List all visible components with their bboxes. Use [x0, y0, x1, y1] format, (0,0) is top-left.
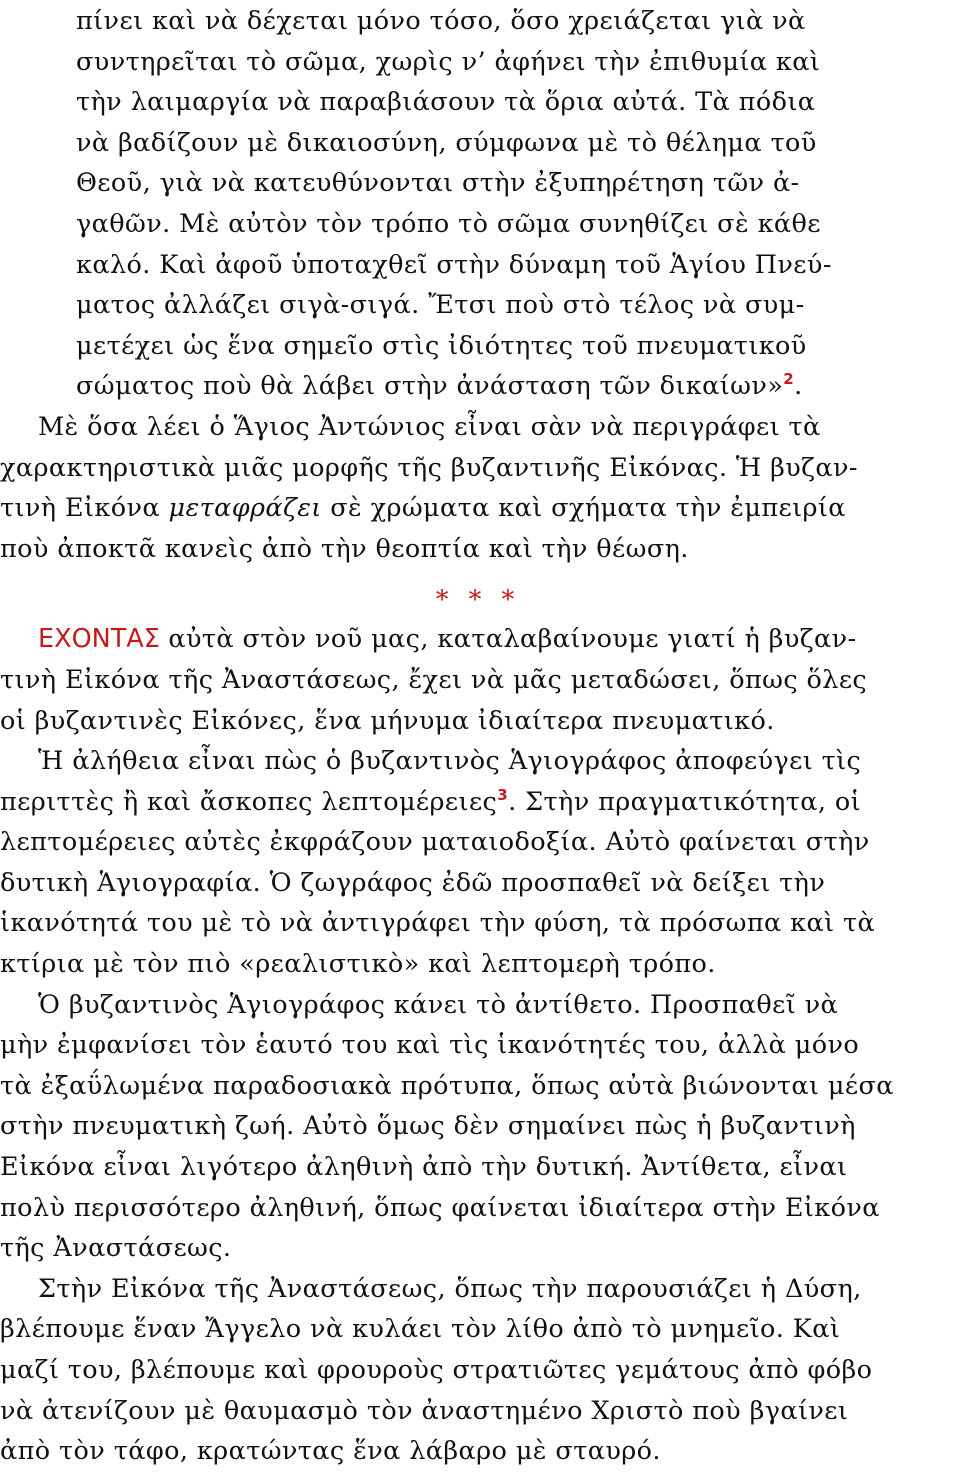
quoted-passage: [0, 1, 956, 407]
quote-line: γαθῶν. Μὲ αὐτὸν τὸν τρόπο τὸ σῶμα συνηθίζει σὲ κάθε: [76, 208, 821, 239]
paragraph-line: τῆς Ἀναστάσεως.: [0, 1233, 232, 1264]
section-separator: * * *: [435, 585, 521, 616]
paragraph-line: τὰ ἐξαΰλωμένα παραδοσιακὰ πρότυπα, ὅπως αὐτὰ βιώνονται μέσα: [0, 1070, 894, 1101]
paragraph-2: [0, 619, 956, 741]
paragraph-line: νὰ ἀτενίζουν μὲ θαυμασμὸ τὸν ἀναστημένο Χριστὸ ποὺ βγαίνει: [0, 1395, 849, 1426]
quote-line: καλό. Καὶ ἀφοῦ ὑποταχθεῖ στὴν δύναμη τοῦ Ἁγίου Πνεύ-: [76, 249, 832, 280]
paragraph-line: δυτικὴ Ἁγιογραφία. Ὁ ζωγράφος ἐδῶ προσπαθεῖ νὰ δείξει τὴν: [0, 867, 826, 898]
paragraph-line: βλέπουμε ἕναν Ἄγγελο νὰ κυλάει τὸν λίθο ἀπὸ τὸ μνημεῖο. Καὶ: [0, 1314, 841, 1345]
paragraph-line: [0, 619, 956, 660]
paragraph-line: στὴν πνευματικὴ ζωή. Αὐτὸ ὅμως δὲν σημαίνει πὼς ἡ βυζαντινὴ: [0, 1111, 856, 1142]
paragraph-line: ἀπὸ τὸν τάφο, κρατώντας ἕνα λάβαρο μὲ σταυρό.: [0, 1436, 661, 1467]
paragraph-line: Ἡ ἀλήθεια εἶναι πὼς ὁ βυζαντινὸς Ἁγιογράφος ἀποφεύγει τὶς: [38, 746, 862, 777]
paragraph-line: ποὺ ἀποκτᾶ κανεὶς ἀπὸ τὴν θεοπτία καὶ τὴν θέωση.: [0, 533, 689, 564]
text-span: τινὴ Εἰκόνα: [0, 493, 169, 524]
quote-line: μετέχει ὡς ἕνα σημεῖο στὶς ἰδιότητες τοῦ πνευματικοῦ: [76, 330, 807, 361]
quote-line: Θεοῦ, γιὰ νὰ κατευθύνονται στὴν ἐξυπηρέτηση τῶν ἀ-: [76, 168, 800, 199]
paragraph-line: λεπτομέρειες αὐτὲς ἐκφράζουν ματαιοδοξία. Αὐτὸ φαίνεται στὴν: [0, 827, 870, 858]
footnote-ref-2[interactable]: 2: [783, 370, 795, 389]
text-span: αὐτὰ στὸν νοῦ μας, καταλαβαίνουμε γιατί ἡ βυζαν-: [159, 624, 857, 655]
paragraph-line: Εἰκόνα εἶναι λιγότερο ἀληθινὴ ἀπὸ τὴν δυτική. Ἀντίθετα, εἶναι: [0, 1152, 848, 1183]
paragraph-line: οἱ βυζαντινὲς Εἰκόνες, ἕνα μήνυμα ἰδιαίτερα πνευματικό.: [0, 705, 775, 736]
quote-line-last: σώματος ποὺ θὰ λάβει στὴν ἀνάσταση τῶν δικαίων»$^2$.: [76, 370, 803, 402]
paragraph-line: [0, 488, 956, 529]
paragraph-line: μὴν ἐμφανίσει τὸν ἑαυτό του καὶ τὶς ἱκανότητές του, ἀλλὰ μόνο: [0, 1030, 860, 1061]
paragraph-4: [0, 985, 956, 1269]
text-span: . Στὴν πραγματικότητα, οἱ: [508, 786, 861, 817]
paragraph-line: Στὴν Εἰκόνα τῆς Ἀναστάσεως, ὅπως τὴν παρουσιάζει ἡ Δύση,: [38, 1273, 862, 1304]
paragraph-line: πολὺ περισσότερο ἀληθινή, ὅπως φαίνεται ἰδιαίτερα στὴν Εἰκόνα: [0, 1192, 880, 1223]
quote-line: τὴν λαιμαργία νὰ παραβιάσουν τὰ ὅρια αὐτά. Τὰ πόδια: [76, 87, 816, 118]
quote-line: πίνει καὶ νὰ δέχεται μόνο τόσο, ὅσο χρειάζεται γιὰ νὰ: [76, 6, 806, 36]
paragraph-line: ἱκανότητά του μὲ τὸ νὰ ἀντιγράφει τὴν φύση, τὰ πρόσωπα καὶ τὰ: [0, 908, 876, 939]
footnote-ref-3[interactable]: 3: [497, 785, 509, 804]
paragraph-1: [0, 407, 956, 569]
paragraph-line: Ὁ βυζαντινὸς Ἁγιογράφος κάνει τὸ ἀντίθετο. Προσπαθεῖ νὰ: [38, 989, 839, 1020]
paragraph-5: [0, 1269, 956, 1472]
quote-last-text: σώματος ποὺ θὰ λάβει στὴν ἀνάσταση τῶν δικαίων»: [76, 371, 784, 402]
text-span: σὲ χρώματα καὶ σχήματα τὴν ἐμπειρία: [321, 493, 846, 524]
quote-line: συντηρεῖται τὸ σῶμα, χωρὶς ν’ ἀφήνει τὴν ἐπιθυμία καὶ: [76, 46, 821, 77]
emphasis-word: μεταφράζει: [168, 493, 322, 524]
paragraph-3: [0, 741, 956, 985]
quote-line: ματος ἀλλάζει σιγὰ-σιγά. Ἔτσι ποὺ στὸ τέλος νὰ συμ-: [76, 290, 805, 321]
paragraph-line: χαρακτηριστικὰ μιᾶς μορφῆς τῆς βυζαντινῆς Εἰκόνας. Ἡ βυζαν-: [0, 452, 858, 483]
paragraph-line: μαζί του, βλέπουμε καὶ φρουροὺς στρατιῶτες γεμάτους ἀπὸ φόβο: [0, 1355, 873, 1385]
opening-word: ΕΧΟΝΤΑΣ: [38, 624, 160, 655]
paragraph-line: κτίρια μὲ τὸν πιὸ «ρεαλιστικὸ» καὶ λεπτομερὴ τρόπο.: [0, 949, 716, 980]
quote-line: νὰ βαδίζουν μὲ δικαιοσύνη, σύμφωνα μὲ τὸ θέλημα τοῦ: [76, 127, 817, 158]
text-span: περιττὲς ἢ καὶ ἄσκοπες λεπτομέρειες: [0, 786, 498, 817]
paragraph-line: τινὴ Εἰκόνα τῆς Ἀναστάσεως, ἔχει νὰ μᾶς μεταδώσει, ὅπως ὅλες: [0, 664, 868, 695]
paragraph-line: Μὲ ὅσα λέει ὁ Ἅγιος Ἀντώνιος εἶναι σὰν νὰ περιγράφει τὰ: [38, 411, 821, 442]
paragraph-line: [0, 782, 956, 823]
